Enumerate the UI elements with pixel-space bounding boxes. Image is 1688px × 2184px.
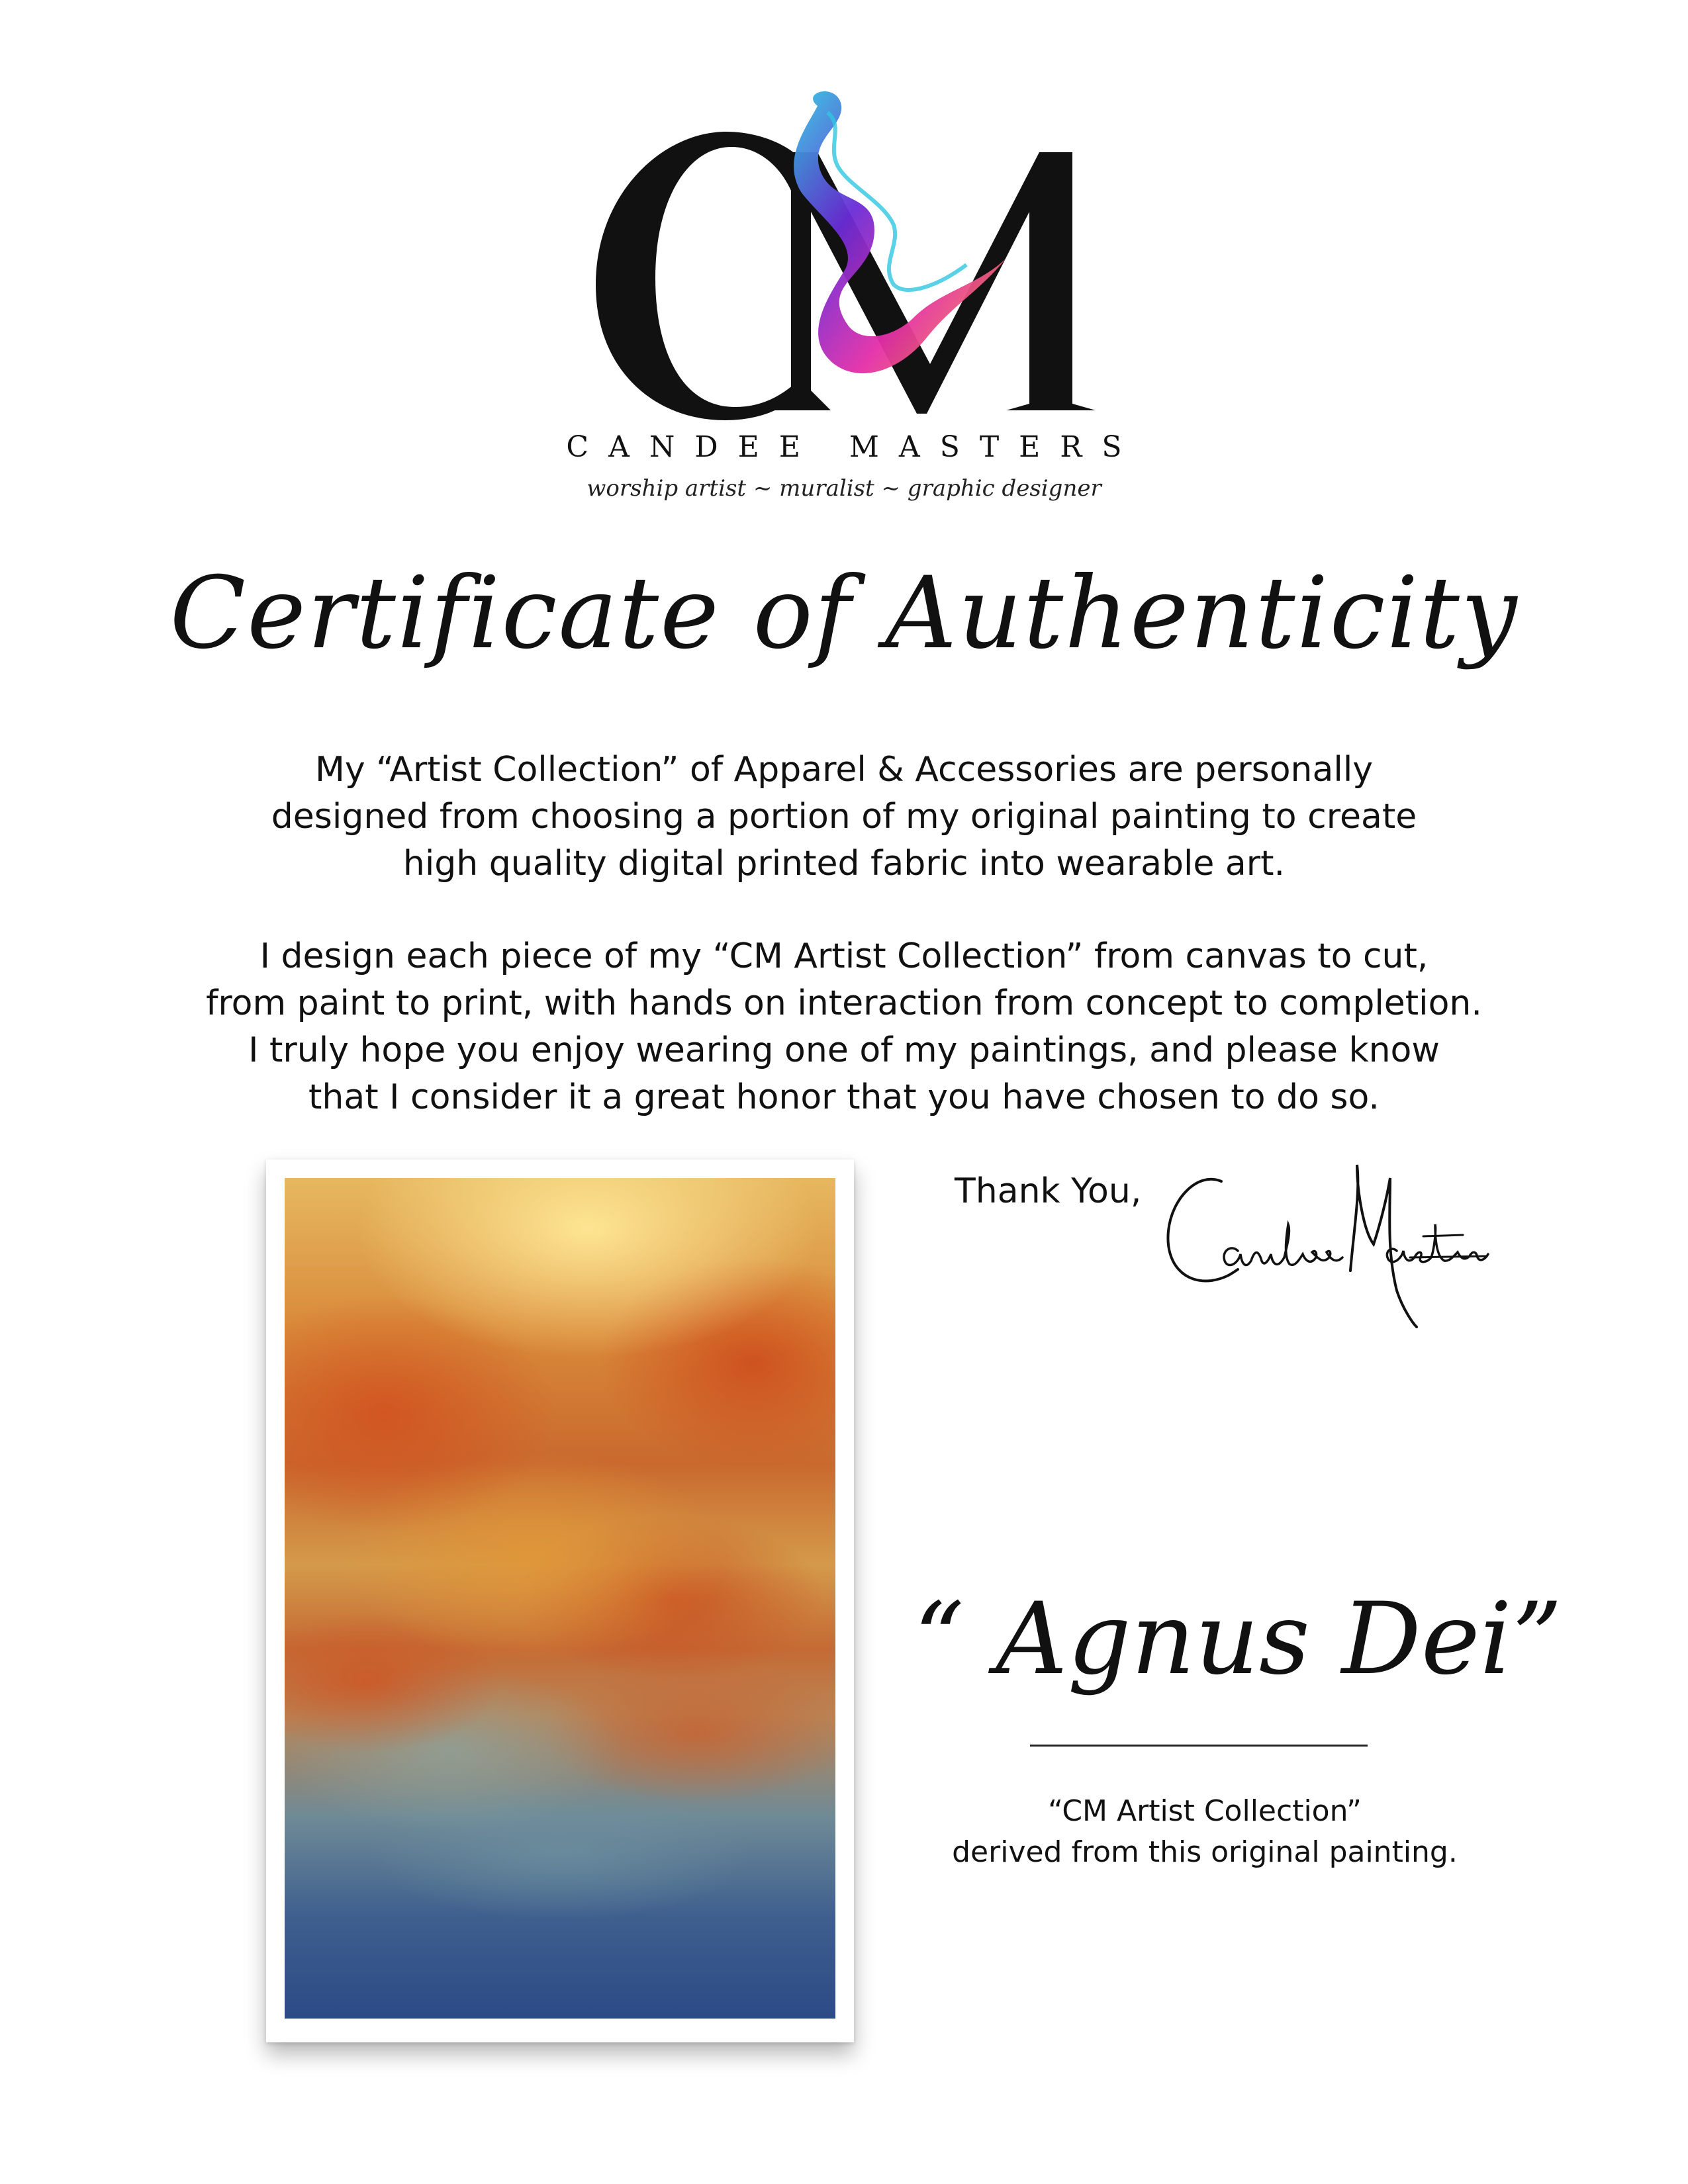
painting-caption bbox=[914, 1791, 1496, 1873]
painting-title: “ Agnus Dei” bbox=[914, 1582, 1563, 1697]
paragraph-line: high quality digital printed fabric into wearable art. bbox=[402, 844, 1286, 884]
cm-monogram-logo bbox=[583, 86, 1105, 430]
paragraph-line: My “Artist Collection” of Apparel & Accessories are personally bbox=[314, 750, 1374, 790]
paragraph-line: I truly hope you enjoy wearing one of my paintings, and please know bbox=[248, 1030, 1440, 1070]
process-paragraph bbox=[0, 933, 1688, 1121]
paragraph-line: from paint to print, with hands on interaction from concept to completion. bbox=[206, 983, 1482, 1023]
thank-you-text: Thank You, bbox=[955, 1171, 1142, 1211]
title-underline bbox=[1030, 1745, 1368, 1747]
caption-line: “CM Artist Collection” bbox=[1048, 1794, 1362, 1828]
brand-name: CANDEE MASTERS bbox=[566, 430, 1142, 464]
paragraph-line: designed from choosing a portion of my original painting to create bbox=[271, 797, 1417, 837]
handwritten-signature bbox=[1158, 1152, 1489, 1330]
painting-photo-frame bbox=[266, 1160, 854, 2042]
painting-image bbox=[285, 1178, 835, 2019]
brand-tagline: worship artist ~ muralist ~ graphic designer bbox=[586, 475, 1102, 502]
paragraph-line: that I consider it a great honor that you have chosen to do so. bbox=[308, 1077, 1380, 1117]
certificate-title: Certificate of Authenticity bbox=[169, 556, 1519, 671]
intro-paragraph bbox=[0, 747, 1688, 887]
paragraph-line: I design each piece of my “CM Artist Collection” from canvas to cut, bbox=[259, 936, 1429, 976]
caption-line: derived from this original painting. bbox=[952, 1835, 1458, 1869]
